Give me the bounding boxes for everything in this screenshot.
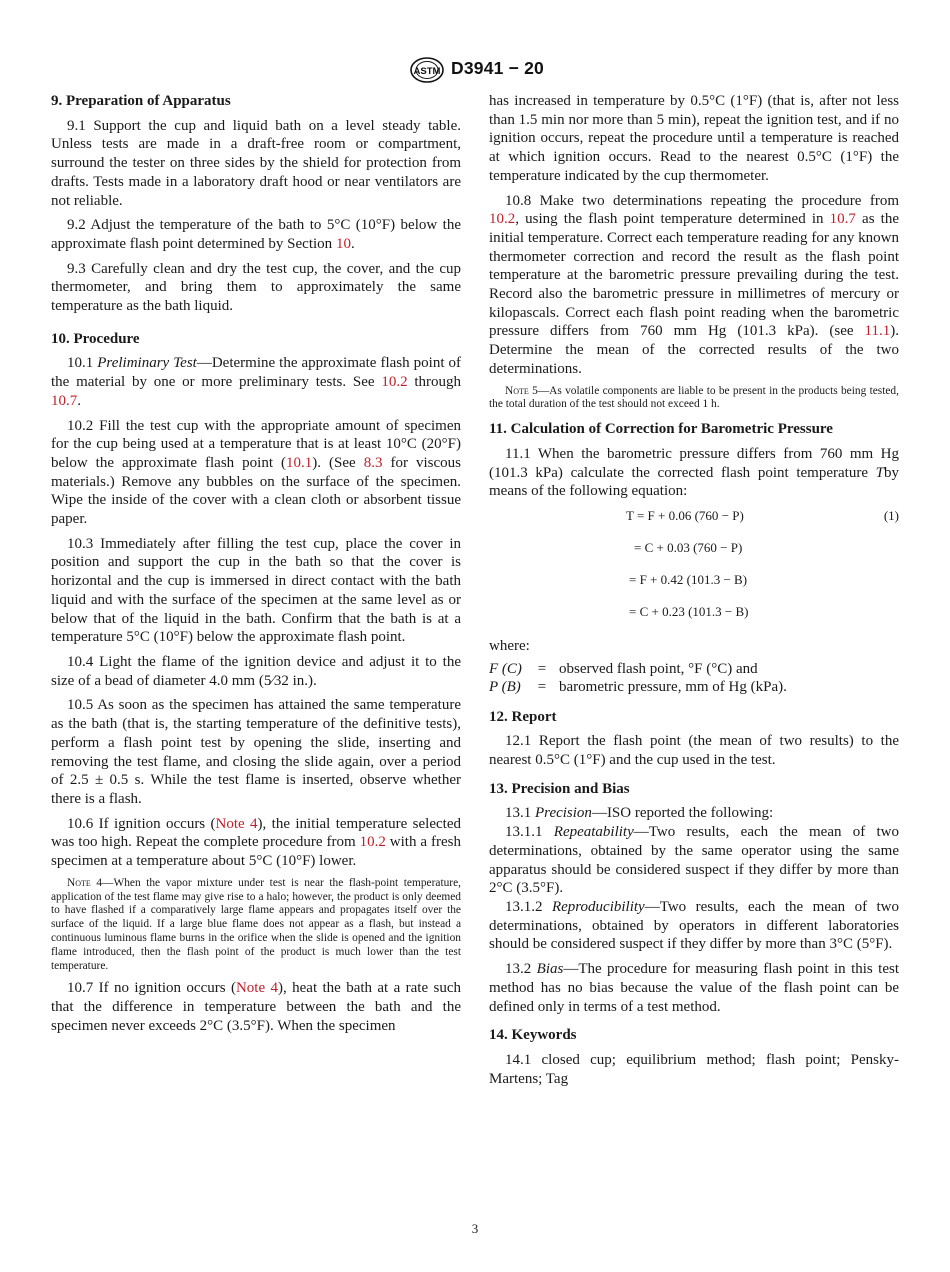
where-symbol: P (B) — [489, 678, 521, 695]
section-10-title: 10. Procedure — [51, 330, 140, 347]
equation-1 — [489, 507, 899, 631]
para-10-7-continued: has increased in temperature by 0.5°C (1°F) (that is, after not less than 1.5 min nor more than 5 min), repeat the ignition test, and if no ignition occurs, repeat the procedure until a temperature is reached at which ignition occurs. Read to the nearest 0.5°C (1°F) the temperature indicated by the cup thermometer. — [489, 93, 899, 184]
para-10-6: 10.6 If ignition occurs (Note 4), the initial temperature selected was too high. Repeat the complete procedure from 10.2 with a fresh specimen at a temperature about 5°C (10°F) lower. — [51, 815, 462, 870]
section-13-title: 13. Precision and Bias — [489, 780, 630, 797]
para-10-4: 10.4 Light the flame of the ignition device and adjust it to the size of a bead of diameter 4.0 mm (5⁄32 in.). — [51, 653, 461, 689]
para-10-5: 10.5 As soon as the specimen has attained the same temperature as the bath (that is, the starting temperature of the definitive tests), perform a flash point test by opening the slide, inserting and removing the test flame, and closing the slide again, over a period of 2.5 ± 0.5 s. While the test flame is inserted, observe whether there is a flash. — [51, 697, 461, 807]
para-13-1-2: 13.1.2 Reproducibility—Two results, each the mean of two determinations, obtained by operators in different laboratories should be considered suspect if they differ by more than 3°C (5°F). — [489, 898, 900, 953]
para-11-1: 11.1 When the barometric pressure differs from 760 mm Hg (101.3 kPa) calculate the corrected flash point temperature Tby means of the following equation: — [489, 445, 899, 500]
where-symbol: F (C) — [489, 660, 522, 677]
para-13-1: 13.1 Precision—ISO reported the following: — [505, 805, 774, 822]
ref-note-4[interactable]: Note 4 — [235, 980, 278, 997]
where-row-f: F (C) = observed flash point, °F (°C) and — [489, 660, 899, 678]
equation-line-3: = F + 0.42 (101.3 − B) — [629, 571, 748, 587]
where-definition: barometric pressure, mm of Hg (kPa). — [559, 678, 787, 695]
para-13-1-1: 13.1.1 Repeatability—Two results, each the mean of two determinations, obtained by the same operator using the same apparatus should be considered suspect if they differ by more than 2°C (3.5°F). — [489, 824, 900, 897]
ref-note-4[interactable]: Note 4 — [215, 815, 258, 832]
para-10-1: 10.1 Preliminary Test—Determine the approximate flash point of the material by one or more preliminary tests. See 10.2 through 10.7. — [51, 355, 461, 409]
ref-11-1[interactable]: 11.1 — [864, 323, 891, 340]
para-13-2: 13.2 Bias—The procedure for measuring flash point in this test method has no bias because the value of the flash point can be defined only in terms of a test method. — [489, 961, 899, 1015]
section-14-title: 14. Keywords — [489, 1027, 577, 1044]
note-4: Note 4—When the vapor mixture under test is near the flash-point temperature, application of the test flame may give rise to a halo; however, the product is only deemed to have flashed if a comparatively large flame appears and propagates itself over the surface of the liquid. If a large blue flame does not appear as a flash, but instead a continuous luminous flame burns in the orifice when the slide is opened and the ignition flame introduced, then the flash point of the product is much lower than the test temperature. — [51, 876, 462, 972]
ref-10-2[interactable]: 10.2 — [359, 834, 386, 851]
right-column — [489, 92, 899, 1094]
ref-10-2[interactable]: 10.2 — [489, 211, 516, 228]
ref-10-7[interactable]: 10.7 — [829, 211, 856, 228]
para-9-1: 9.1 Support the cup and liquid bath on a level steady table. Unless tests are made in a draft-free room or compartment, surround the tester on three sides by the shield for protection from drafts. Tests made in a laboratory draft hood or near ventilators are not reliable. — [51, 117, 461, 209]
para-9-3: 9.3 Carefully clean and dry the test cup, the cover, and the cup thermometer, and bring them to approximately the same temperature as the bath liquid. — [51, 260, 461, 315]
astm-logo — [409, 56, 445, 84]
section-11-title: 11. Calculation of Correction for Barometric Pressure — [489, 421, 833, 438]
ref-8-3[interactable]: 8.3 — [363, 454, 383, 471]
section-9-title: 9. Preparation of Apparatus — [51, 93, 231, 109]
para-10-7: 10.7 If no ignition occurs (Note 4), heat the bath at a rate such that the difference in temperature between the bath and the specimen never exceeds 2°C (3.5°F). When the specimen — [51, 980, 461, 1034]
page-header — [0, 58, 950, 82]
ref-10-7[interactable]: 10.7 — [51, 392, 78, 409]
logo-text: ASTM — [413, 66, 441, 77]
ref-section-10[interactable]: 10 — [335, 235, 351, 252]
note-5: Note 5—As volatile components are liable to be present in the products being tested, the total duration of the test should not exceed 1 h. — [489, 384, 899, 411]
where-label: where: — [489, 637, 530, 654]
left-column — [51, 92, 461, 1041]
equation-line-2: = C + 0.03 (760 − P) — [634, 539, 743, 555]
para-10-3: 10.3 Immediately after filling the test cup, place the cover in position and support the cup in the bath so that the cover is horizontal and the cup is immersed in direct contact with the bath liquid and with the surface of the specimen at the same level as or below that of the liquid in the bath. Confirm that the bath is at a temperature 5°C (10°F) below the approximate flash point. — [51, 535, 461, 646]
document-id: D3941 − 20 — [451, 58, 544, 78]
page-number: 3 — [471, 1221, 479, 1236]
where-definition: observed flash point, °F (°C) and — [559, 660, 758, 677]
para-12-1: 12.1 Report the flash point (the mean of two results) to the nearest 0.5°C (1°F) and the cup used in the test. — [489, 733, 899, 769]
equation-line-4: = C + 0.23 (101.3 − B) — [629, 603, 749, 619]
para-14-1: 14.1 closed cup; equilibrium method; flash point; Pensky-Martens; Tag — [489, 1051, 899, 1087]
ref-10-1[interactable]: 10.1 — [286, 454, 313, 471]
para-9-2: 9.2 Adjust the temperature of the bath to 5°C (10°F) below the approximate flash point determined by Section 10. — [51, 217, 461, 252]
para-10-2: 10.2 Fill the test cup with the appropriate amount of specimen for the cup being used at a temperature that is at least 10°C (20°F) below the approximate flash point (10.1). (See 8.3 for viscous materials.) Remove any bubbles on the surface of the specimen. Wipe the inside of the cover with a clean cloth or absorbent tissue paper. — [51, 417, 461, 528]
section-12-title: 12. Report — [489, 708, 557, 725]
para-10-8: 10.8 Make two determinations repeating the procedure from 10.2, using the flash point temperature determined in 10.7 as the initial temperature. Correct each temperature reading for any known thermometer correction and record the result as the flash point temperature at the barometric pressure prevailing during the test. Record also the barometric pressure in millimetres of mercury or kilopascals. Correct each flash point reading when the barometric pressure differs from 760 mm Hg (101.3 kPa). (see 11.1). Determine the mean of the corrected results of the two determinations. — [489, 192, 899, 377]
equation-line-1: T = F + 0.06 (760 − P) — [626, 507, 744, 523]
where-row-p: P (B) = barometric pressure, mm of Hg (kPa). — [489, 678, 899, 696]
ref-10-2[interactable]: 10.2 — [381, 374, 408, 391]
equation-number: (1) — [883, 507, 899, 523]
